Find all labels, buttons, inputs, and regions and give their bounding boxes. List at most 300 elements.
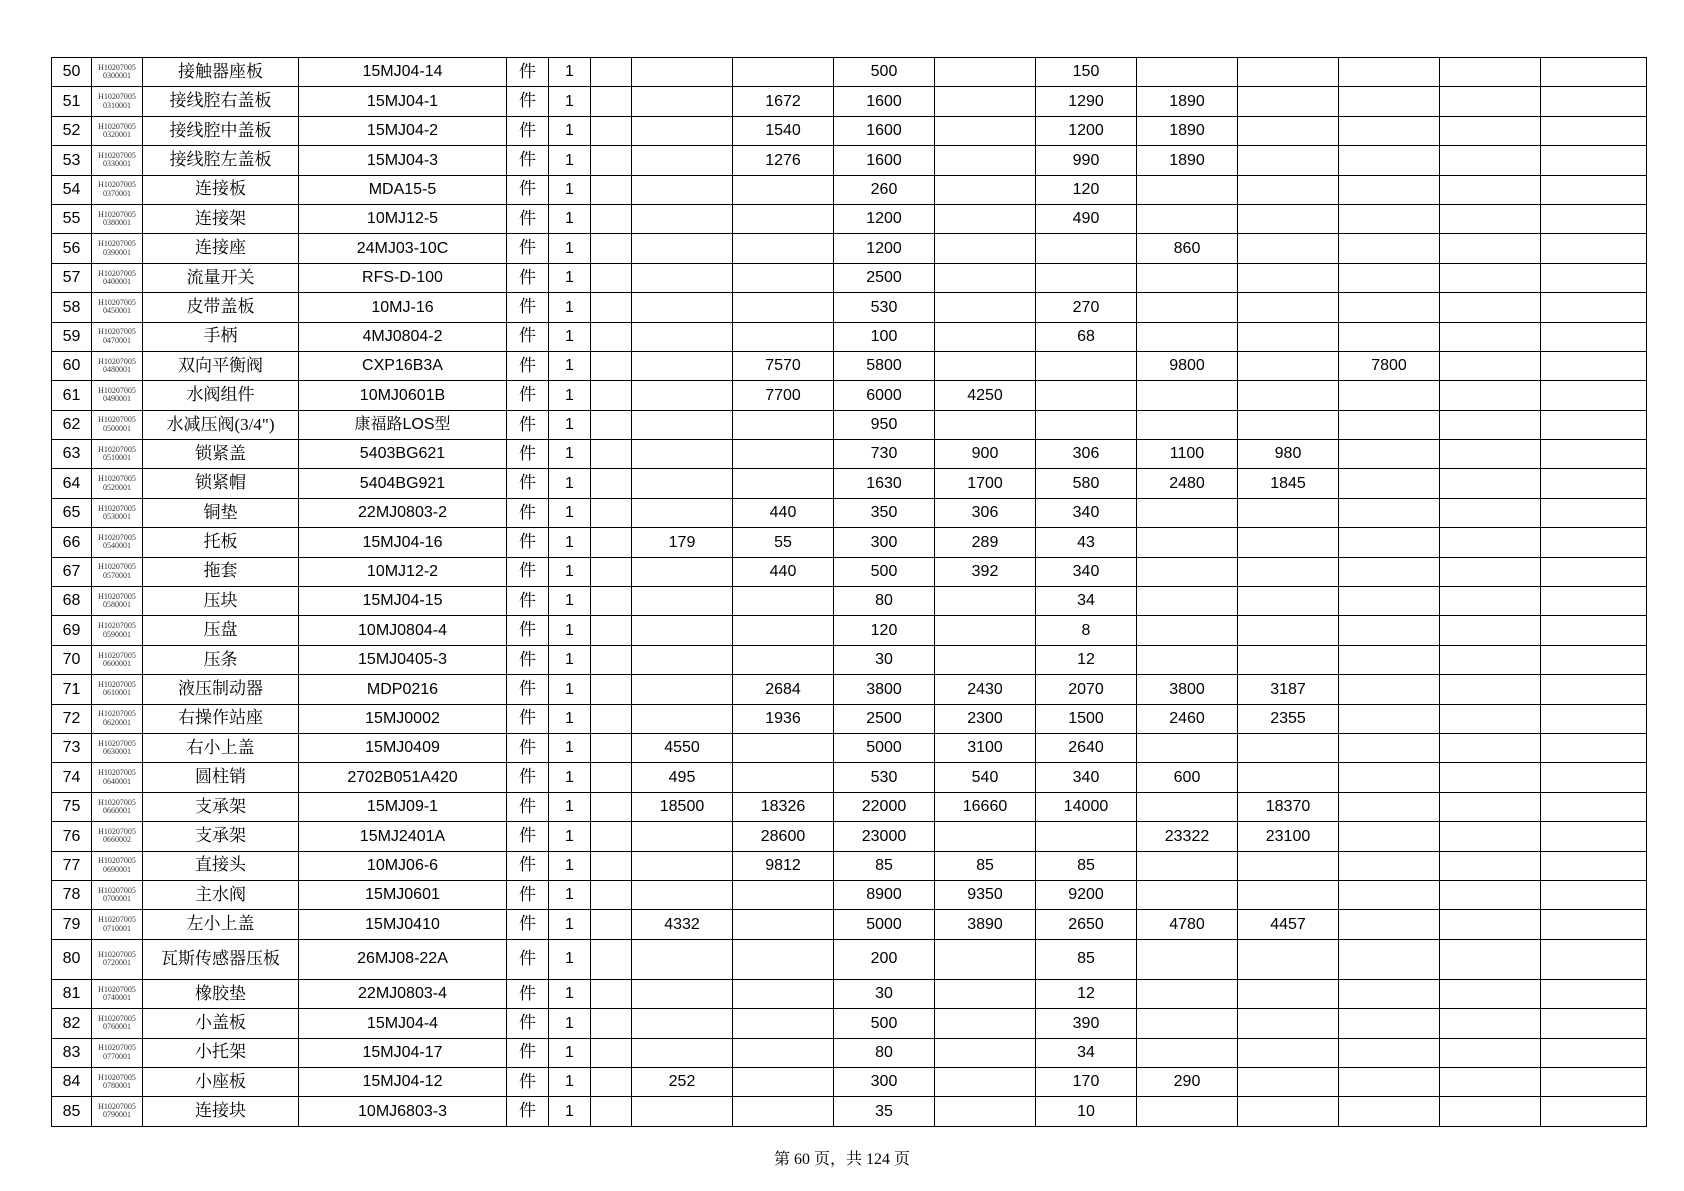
- price-cell: 9800: [1137, 351, 1238, 380]
- material-code-cell: H10207005 0380001: [92, 204, 143, 233]
- price-cell: [1440, 146, 1541, 175]
- material-code-cell: H10207005 0770001: [92, 1038, 143, 1067]
- price-cell: [632, 880, 733, 909]
- unit-cell: 件: [507, 1038, 549, 1067]
- price-cell: 5800: [834, 351, 935, 380]
- price-cell: [1440, 263, 1541, 292]
- price-cell: 23000: [834, 822, 935, 851]
- part-name-cell: 双向平衡阀: [143, 351, 299, 380]
- price-cell: [1339, 234, 1440, 263]
- price-cell: [733, 293, 834, 322]
- row-number-cell: 77: [52, 851, 92, 880]
- price-cell: [1137, 939, 1238, 979]
- row-number-cell: 65: [52, 498, 92, 527]
- unit-cell: 件: [507, 498, 549, 527]
- price-cell: 7800: [1339, 351, 1440, 380]
- price-cell: 1200: [834, 234, 935, 263]
- unit-cell: 件: [507, 87, 549, 116]
- row-number-cell: 78: [52, 880, 92, 909]
- price-cell: 179: [632, 528, 733, 557]
- unit-cell: 件: [507, 351, 549, 380]
- row-number-cell: 52: [52, 116, 92, 145]
- price-cell: [1440, 704, 1541, 733]
- price-cell: [1541, 87, 1647, 116]
- price-cell: [1339, 939, 1440, 979]
- price-cell: [1440, 880, 1541, 909]
- unit-cell: 件: [507, 469, 549, 498]
- table-row: [52, 498, 1647, 527]
- material-code-cell: H10207005 0330001: [92, 146, 143, 175]
- quantity-cell: 1: [549, 675, 591, 704]
- price-cell: 85: [935, 851, 1036, 880]
- model-number-cell: 22MJ0803-2: [299, 498, 507, 527]
- price-cell: 2684: [733, 675, 834, 704]
- price-cell: [1440, 440, 1541, 469]
- price-cell: 85: [1036, 939, 1137, 979]
- table-row: [52, 645, 1647, 674]
- price-cell: [1238, 645, 1339, 674]
- price-cell: 1845: [1238, 469, 1339, 498]
- price-cell: 1936: [733, 704, 834, 733]
- price-cell: 100: [834, 322, 935, 351]
- price-cell: [1137, 498, 1238, 527]
- part-name-cell: 支承架: [143, 792, 299, 821]
- unit-cell: 件: [507, 175, 549, 204]
- price-cell: [1238, 733, 1339, 762]
- price-cell: 340: [1036, 498, 1137, 527]
- price-cell: 23322: [1137, 822, 1238, 851]
- price-cell: [935, 116, 1036, 145]
- price-cell: [1440, 204, 1541, 233]
- price-cell: [1238, 381, 1339, 410]
- price-cell: [1440, 87, 1541, 116]
- quantity-cell: 1: [549, 1009, 591, 1038]
- table-row: [52, 763, 1647, 792]
- model-number-cell: 15MJ0410: [299, 910, 507, 939]
- price-cell: [1541, 322, 1647, 351]
- price-cell: [1541, 733, 1647, 762]
- price-cell: [1036, 234, 1137, 263]
- part-name-cell: 橡胶垫: [143, 979, 299, 1008]
- price-cell: [1541, 1097, 1647, 1126]
- model-number-cell: 15MJ04-16: [299, 528, 507, 557]
- price-cell: [632, 616, 733, 645]
- price-cell: [1339, 440, 1440, 469]
- price-cell: 200: [834, 939, 935, 979]
- price-cell: [733, 733, 834, 762]
- price-cell: [733, 880, 834, 909]
- price-cell: [733, 234, 834, 263]
- model-number-cell: 5404BG921: [299, 469, 507, 498]
- part-name-cell: 瓦斯传感器压板: [143, 939, 299, 979]
- model-number-cell: 15MJ09-1: [299, 792, 507, 821]
- price-cell: [733, 175, 834, 204]
- material-code-cell: H10207005 0320001: [92, 116, 143, 145]
- price-cell: [632, 675, 733, 704]
- unit-cell: 件: [507, 116, 549, 145]
- price-cell: [1339, 146, 1440, 175]
- price-cell: [733, 763, 834, 792]
- price-cell: [1238, 322, 1339, 351]
- price-cell: [1440, 498, 1541, 527]
- row-number-cell: 76: [52, 822, 92, 851]
- price-cell: [935, 1067, 1036, 1096]
- material-code-cell: H10207005 0480001: [92, 351, 143, 380]
- price-cell: [1339, 87, 1440, 116]
- material-code-cell: H10207005 0660001: [92, 792, 143, 821]
- quantity-cell: 1: [549, 851, 591, 880]
- material-code-cell: H10207005 0740001: [92, 979, 143, 1008]
- quantity-cell: 1: [549, 939, 591, 979]
- price-cell: 3890: [935, 910, 1036, 939]
- price-cell: [1339, 645, 1440, 674]
- part-name-cell: 小托架: [143, 1038, 299, 1067]
- price-cell: [1440, 675, 1541, 704]
- price-cell: 1700: [935, 469, 1036, 498]
- price-cell: 350: [834, 498, 935, 527]
- price-cell: [591, 733, 632, 762]
- price-cell: [935, 1009, 1036, 1038]
- price-cell: [935, 616, 1036, 645]
- row-number-cell: 74: [52, 763, 92, 792]
- price-cell: [1238, 116, 1339, 145]
- price-cell: [1541, 939, 1647, 979]
- part-name-cell: 直接头: [143, 851, 299, 880]
- model-number-cell: CXP16B3A: [299, 351, 507, 380]
- part-name-cell: 小盖板: [143, 1009, 299, 1038]
- part-name-cell: 铜垫: [143, 498, 299, 527]
- model-number-cell: 15MJ04-1: [299, 87, 507, 116]
- price-cell: [733, 1067, 834, 1096]
- material-code-cell: H10207005 0780001: [92, 1067, 143, 1096]
- part-name-cell: 锁紧盖: [143, 440, 299, 469]
- table-row: [52, 1038, 1647, 1067]
- price-cell: [1238, 263, 1339, 292]
- price-cell: 289: [935, 528, 1036, 557]
- price-cell: 12: [1036, 979, 1137, 1008]
- price-cell: [733, 587, 834, 616]
- material-code-cell: H10207005 0690001: [92, 851, 143, 880]
- price-cell: 860: [1137, 234, 1238, 263]
- table-row: [52, 263, 1647, 292]
- price-cell: 12: [1036, 645, 1137, 674]
- price-cell: 5000: [834, 733, 935, 762]
- price-cell: 28600: [733, 822, 834, 851]
- price-cell: 4250: [935, 381, 1036, 410]
- price-cell: 16660: [935, 792, 1036, 821]
- part-name-cell: 连接块: [143, 1097, 299, 1126]
- price-cell: [1137, 204, 1238, 233]
- price-cell: 10: [1036, 1097, 1137, 1126]
- material-code-cell: H10207005 0510001: [92, 440, 143, 469]
- price-cell: [1541, 587, 1647, 616]
- price-cell: 500: [834, 58, 935, 87]
- price-cell: [632, 58, 733, 87]
- price-cell: 120: [834, 616, 935, 645]
- unit-cell: 件: [507, 675, 549, 704]
- price-cell: [1339, 1038, 1440, 1067]
- quantity-cell: 1: [549, 528, 591, 557]
- quantity-cell: 1: [549, 557, 591, 586]
- price-cell: [632, 204, 733, 233]
- unit-cell: 件: [507, 939, 549, 979]
- model-number-cell: 15MJ04-14: [299, 58, 507, 87]
- material-code-cell: H10207005 0300001: [92, 58, 143, 87]
- price-cell: [935, 351, 1036, 380]
- price-cell: [1339, 175, 1440, 204]
- price-cell: 490: [1036, 204, 1137, 233]
- price-cell: 68: [1036, 322, 1137, 351]
- price-cell: [1339, 1097, 1440, 1126]
- unit-cell: 件: [507, 763, 549, 792]
- quantity-cell: 1: [549, 763, 591, 792]
- quantity-cell: 1: [549, 146, 591, 175]
- price-cell: [1339, 704, 1440, 733]
- price-cell: [935, 87, 1036, 116]
- unit-cell: 件: [507, 616, 549, 645]
- price-cell: [1137, 557, 1238, 586]
- price-cell: [1541, 851, 1647, 880]
- price-cell: 3187: [1238, 675, 1339, 704]
- price-cell: [1541, 528, 1647, 557]
- price-cell: [1137, 880, 1238, 909]
- row-number-cell: 51: [52, 87, 92, 116]
- price-cell: [1339, 528, 1440, 557]
- price-cell: [632, 1097, 733, 1126]
- price-cell: 30: [834, 979, 935, 1008]
- material-code-cell: H10207005 0660002: [92, 822, 143, 851]
- unit-cell: 件: [507, 979, 549, 1008]
- price-cell: [632, 704, 733, 733]
- material-code-cell: H10207005 0400001: [92, 263, 143, 292]
- price-cell: 495: [632, 763, 733, 792]
- material-code-cell: H10207005 0720001: [92, 939, 143, 979]
- price-cell: [1137, 792, 1238, 821]
- price-cell: 900: [935, 440, 1036, 469]
- price-cell: [1137, 322, 1238, 351]
- material-code-cell: H10207005 0630001: [92, 733, 143, 762]
- quantity-cell: 1: [549, 87, 591, 116]
- price-cell: 150: [1036, 58, 1137, 87]
- price-cell: 120: [1036, 175, 1137, 204]
- price-cell: 4780: [1137, 910, 1238, 939]
- quantity-cell: 1: [549, 58, 591, 87]
- price-cell: 1630: [834, 469, 935, 498]
- row-number-cell: 58: [52, 293, 92, 322]
- row-number-cell: 80: [52, 939, 92, 979]
- price-cell: [1238, 87, 1339, 116]
- price-cell: 1200: [1036, 116, 1137, 145]
- table-row: [52, 1067, 1647, 1096]
- row-number-cell: 53: [52, 146, 92, 175]
- price-cell: 2430: [935, 675, 1036, 704]
- price-cell: [733, 1038, 834, 1067]
- part-name-cell: 圆柱销: [143, 763, 299, 792]
- model-number-cell: 15MJ2401A: [299, 822, 507, 851]
- price-cell: [1238, 410, 1339, 439]
- price-cell: 300: [834, 528, 935, 557]
- price-cell: [1541, 880, 1647, 909]
- part-name-cell: 连接板: [143, 175, 299, 204]
- price-cell: [1440, 116, 1541, 145]
- row-number-cell: 72: [52, 704, 92, 733]
- price-cell: 14000: [1036, 792, 1137, 821]
- price-cell: [591, 498, 632, 527]
- price-cell: [1339, 58, 1440, 87]
- price-cell: [1541, 381, 1647, 410]
- price-cell: [1440, 792, 1541, 821]
- price-cell: 392: [935, 557, 1036, 586]
- unit-cell: 件: [507, 704, 549, 733]
- part-name-cell: 流量开关: [143, 263, 299, 292]
- model-number-cell: 15MJ0002: [299, 704, 507, 733]
- price-cell: [632, 410, 733, 439]
- part-name-cell: 压块: [143, 587, 299, 616]
- price-cell: [1238, 204, 1339, 233]
- price-cell: [1339, 469, 1440, 498]
- price-cell: [1339, 410, 1440, 439]
- price-cell: [1339, 851, 1440, 880]
- price-cell: 1276: [733, 146, 834, 175]
- price-cell: [1137, 1038, 1238, 1067]
- price-cell: [1440, 763, 1541, 792]
- unit-cell: 件: [507, 645, 549, 674]
- part-name-cell: 液压制动器: [143, 675, 299, 704]
- price-cell: [1339, 557, 1440, 586]
- price-cell: [1440, 822, 1541, 851]
- part-name-cell: 接触器座板: [143, 58, 299, 87]
- price-cell: [1440, 616, 1541, 645]
- price-cell: [591, 763, 632, 792]
- row-number-cell: 84: [52, 1067, 92, 1096]
- price-cell: [1440, 1009, 1541, 1038]
- part-name-cell: 接线腔左盖板: [143, 146, 299, 175]
- price-cell: 530: [834, 293, 935, 322]
- price-cell: [1238, 851, 1339, 880]
- price-cell: [1238, 498, 1339, 527]
- table-row: [52, 469, 1647, 498]
- model-number-cell: 康福路LOS型: [299, 410, 507, 439]
- unit-cell: 件: [507, 1067, 549, 1096]
- unit-cell: 件: [507, 322, 549, 351]
- model-number-cell: 10MJ12-5: [299, 204, 507, 233]
- row-number-cell: 63: [52, 440, 92, 469]
- price-cell: 35: [834, 1097, 935, 1126]
- price-cell: [733, 979, 834, 1008]
- price-cell: 80: [834, 587, 935, 616]
- price-cell: 34: [1036, 1038, 1137, 1067]
- price-cell: [1440, 557, 1541, 586]
- material-code-cell: H10207005 0710001: [92, 910, 143, 939]
- table-row: [52, 175, 1647, 204]
- price-cell: [1238, 557, 1339, 586]
- price-cell: [1339, 293, 1440, 322]
- price-cell: [1238, 763, 1339, 792]
- quantity-cell: 1: [549, 469, 591, 498]
- price-cell: [1137, 851, 1238, 880]
- unit-cell: 件: [507, 557, 549, 586]
- price-cell: [591, 1097, 632, 1126]
- table-row: [52, 880, 1647, 909]
- model-number-cell: 22MJ0803-4: [299, 979, 507, 1008]
- price-cell: 1672: [733, 87, 834, 116]
- material-code-cell: H10207005 0590001: [92, 616, 143, 645]
- price-cell: [1440, 587, 1541, 616]
- price-cell: 2500: [834, 704, 935, 733]
- price-cell: [591, 704, 632, 733]
- price-cell: [1440, 979, 1541, 1008]
- price-cell: [935, 263, 1036, 292]
- material-code-cell: H10207005 0700001: [92, 880, 143, 909]
- quantity-cell: 1: [549, 979, 591, 1008]
- quantity-cell: 1: [549, 616, 591, 645]
- row-number-cell: 85: [52, 1097, 92, 1126]
- model-number-cell: 5403BG621: [299, 440, 507, 469]
- price-cell: 7570: [733, 351, 834, 380]
- price-cell: 170: [1036, 1067, 1137, 1096]
- part-name-cell: 接线腔中盖板: [143, 116, 299, 145]
- price-cell: [591, 939, 632, 979]
- part-name-cell: 右操作站座: [143, 704, 299, 733]
- quantity-cell: 1: [549, 293, 591, 322]
- price-cell: 2355: [1238, 704, 1339, 733]
- price-cell: 500: [834, 557, 935, 586]
- table-row: [52, 146, 1647, 175]
- model-number-cell: 15MJ04-2: [299, 116, 507, 145]
- quantity-cell: 1: [549, 263, 591, 292]
- material-code-cell: H10207005 0760001: [92, 1009, 143, 1038]
- price-cell: [591, 263, 632, 292]
- price-cell: [1238, 1097, 1339, 1126]
- price-cell: [1440, 234, 1541, 263]
- price-cell: [1137, 733, 1238, 762]
- price-cell: 440: [733, 557, 834, 586]
- price-cell: [632, 587, 733, 616]
- price-cell: [1339, 204, 1440, 233]
- price-cell: 340: [1036, 763, 1137, 792]
- model-number-cell: 2702B051A420: [299, 763, 507, 792]
- price-cell: [1440, 1038, 1541, 1067]
- price-cell: [632, 175, 733, 204]
- quantity-cell: 1: [549, 910, 591, 939]
- price-cell: 80: [834, 1038, 935, 1067]
- price-cell: [1137, 645, 1238, 674]
- price-cell: [1541, 146, 1647, 175]
- price-cell: [935, 146, 1036, 175]
- price-cell: 1600: [834, 87, 935, 116]
- material-code-cell: H10207005 0600001: [92, 645, 143, 674]
- unit-cell: 件: [507, 528, 549, 557]
- price-cell: 540: [935, 763, 1036, 792]
- table-row: [52, 675, 1647, 704]
- quantity-cell: 1: [549, 116, 591, 145]
- price-cell: 580: [1036, 469, 1137, 498]
- row-number-cell: 81: [52, 979, 92, 1008]
- price-cell: [733, 410, 834, 439]
- price-cell: [591, 87, 632, 116]
- quantity-cell: 1: [549, 440, 591, 469]
- price-cell: [1137, 175, 1238, 204]
- table-row: [52, 293, 1647, 322]
- price-cell: [632, 116, 733, 145]
- table-row: [52, 822, 1647, 851]
- price-cell: 4550: [632, 733, 733, 762]
- price-cell: [632, 939, 733, 979]
- quantity-cell: 1: [549, 351, 591, 380]
- price-cell: [1541, 557, 1647, 586]
- price-cell: [1440, 175, 1541, 204]
- price-cell: [1238, 1009, 1339, 1038]
